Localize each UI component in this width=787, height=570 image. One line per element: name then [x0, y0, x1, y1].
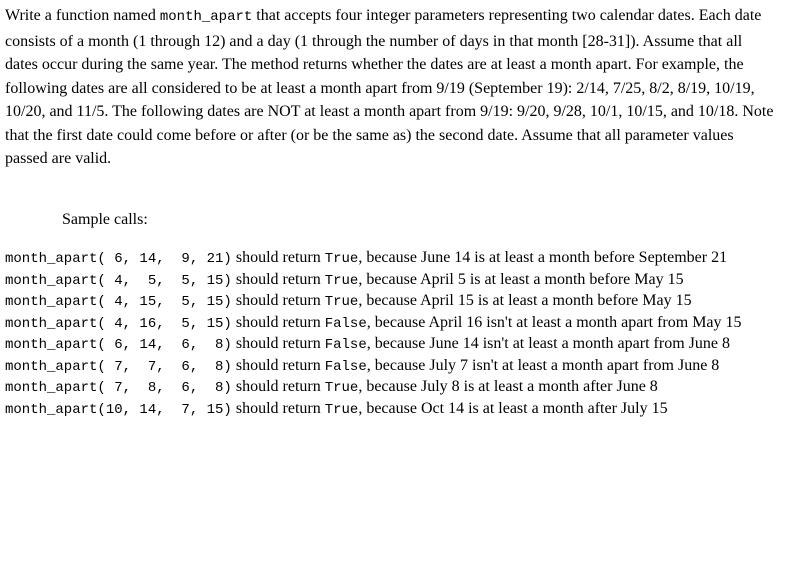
sample-call	[5, 356, 783, 378]
call-explanation: , because April 5 is at least a month before May 15	[358, 270, 684, 288]
call-explanation: , because April 15 is at least a month before May 15	[358, 292, 692, 309]
call-code: month_apart( 6, 14, 9, 21)	[5, 251, 232, 267]
call-explanation: , because June 14 isn't at least a month apart from June 8	[366, 335, 730, 352]
return-value: True	[324, 294, 359, 310]
call-explanation: , because Oct 14 is at least a month after July 15	[358, 399, 668, 417]
call-text: should return	[231, 313, 325, 331]
call-code: month_apart( 7, 8, 6, 8)	[5, 380, 232, 396]
sample-call	[5, 334, 783, 356]
call-explanation: , because June 14 is at least a month before September 21	[358, 249, 728, 266]
call-code: month_apart( 4, 5, 5, 15)	[5, 272, 232, 289]
sample-call	[5, 248, 783, 270]
return-value: False	[324, 337, 367, 353]
function-name: month_apart	[159, 9, 253, 25]
return-value: True	[324, 272, 359, 289]
problem-text-body: that accepts four integer parameters representing two calendar dates. Each date consists of a month (1 through 12) and a day (1 through the number of days in that month [28-31]). Assume that all dates occur during the same year. The method returns whether the dates are at least a month apart. For example, the following dates are all considered to be at least a month apart from 9/19 (September 19): 2/14, 7/25, 8/2, 8/19, 10/19, 10/20, and 11/5. The following dates are NOT at least a month apart from 9/19: 9/20, 9/28, 10/1, 10/15, and 10/18. Note that the first date could come before or after (or be the same as) the second date. Assume that all parameter values passed are valid.	[5, 7, 774, 167]
return-value: True	[324, 380, 359, 396]
call-code: month_apart( 7, 7, 6, 8)	[5, 358, 232, 375]
call-code: month_apart( 6, 14, 6, 8)	[5, 337, 232, 353]
return-value: True	[324, 401, 359, 418]
return-value: False	[324, 315, 367, 332]
sample-call	[5, 377, 783, 399]
call-explanation: , because July 8 is at least a month after June 8	[358, 378, 658, 395]
sample-call	[5, 270, 783, 292]
call-text: should return	[231, 270, 325, 288]
call-text: should return	[231, 356, 325, 374]
sample-calls-list	[5, 248, 783, 420]
sample-call	[5, 399, 783, 421]
sample-call	[5, 313, 783, 335]
call-text: should return	[231, 292, 325, 309]
call-text: should return	[231, 378, 325, 395]
sample-call	[5, 291, 783, 313]
call-code: month_apart( 4, 15, 5, 15)	[5, 294, 232, 310]
call-code: month_apart( 4, 16, 5, 15)	[5, 315, 232, 332]
call-explanation: , because July 7 isn't at least a month apart from June 8	[366, 356, 720, 374]
problem-text-start: Write a function named	[5, 7, 160, 24]
sample-calls-heading: Sample calls:	[62, 211, 148, 228]
call-text: should return	[231, 335, 325, 352]
call-text: should return	[231, 249, 325, 266]
call-code: month_apart(10, 14, 7, 15)	[5, 401, 232, 418]
return-value: True	[324, 251, 359, 267]
call-text: should return	[231, 399, 325, 417]
problem-statement	[5, 4, 775, 171]
return-value: False	[324, 358, 367, 375]
call-explanation: , because April 16 isn't at least a month apart from May 15	[366, 313, 742, 331]
